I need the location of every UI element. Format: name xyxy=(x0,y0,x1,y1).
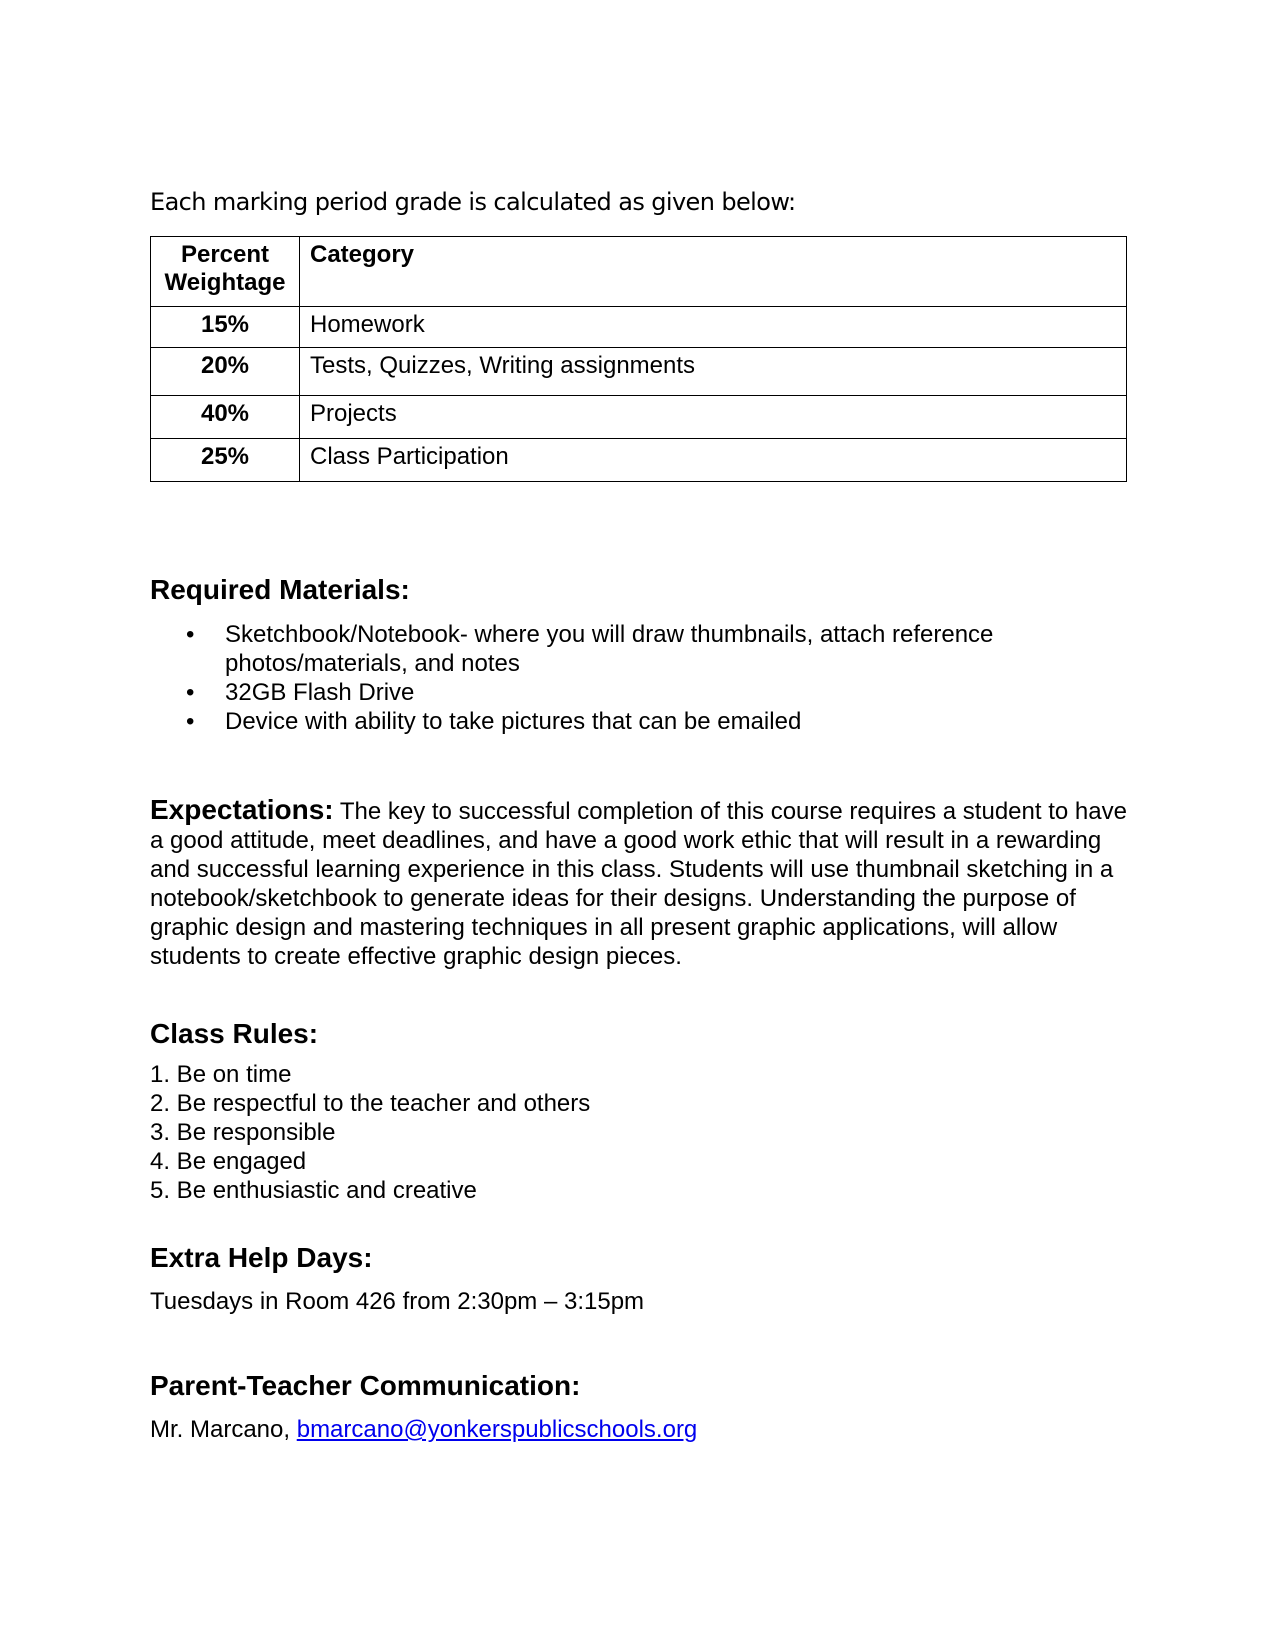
communication-line xyxy=(150,1416,697,1444)
header-category: Category xyxy=(300,237,1127,307)
required-materials-heading: Required Materials: xyxy=(150,574,410,605)
list-item: 5. Be enthusiastic and creative xyxy=(150,1177,477,1204)
bullet-icon: • xyxy=(186,621,195,648)
row-category: Tests, Quizzes, Writing assignments xyxy=(300,348,1127,396)
class-rules-heading: Class Rules: xyxy=(150,1018,319,1049)
list-item-text: Device with ability to take pictures that can be emailed xyxy=(225,708,802,735)
teacher-email-link[interactable]: bmarcano@yonkerspublicschools.org xyxy=(296,1416,698,1443)
header-percent-weightage: Percent Weightage xyxy=(151,237,300,307)
expectations-text: The key to successful completion of this course requires a student to have a good attitude, meet deadlines, and have a good work ethic that will result in a rewarding and successful learning experience in this class. Students will use thumbnail sketching in a notebook/sketchbook to generate ideas for their designs. Understanding the purpose of graphic design and mastering techniques in all present graphic applications, will allow students to create effective graphic design pieces. xyxy=(150,798,1127,970)
extra-help-text: Tuesdays in Room 426 from 2:30pm – 3:15pm xyxy=(150,1288,645,1315)
class-rules-list xyxy=(150,1060,590,1205)
materials-list xyxy=(150,620,1080,736)
grade-intro-text: Each marking period grade is calculated as given below: xyxy=(150,188,796,216)
row-category: Projects xyxy=(300,396,1127,439)
bullet-icon: • xyxy=(186,679,195,706)
grade-weight-table xyxy=(150,236,1127,482)
row-percent: 15% xyxy=(151,307,300,348)
communication-heading: Parent-Teacher Communication: xyxy=(150,1370,581,1401)
row-percent: 20% xyxy=(151,348,300,396)
table-header-row xyxy=(151,237,1127,307)
expectations-paragraph xyxy=(150,795,1130,971)
list-item: 2. Be respectful to the teacher and others xyxy=(150,1090,591,1117)
row-category: Homework xyxy=(300,307,1127,348)
list-item xyxy=(150,620,1080,678)
table-row xyxy=(151,439,1127,482)
extra-help-heading: Extra Help Days: xyxy=(150,1242,373,1273)
table-row xyxy=(151,348,1127,396)
list-item-text: 32GB Flash Drive xyxy=(225,679,415,706)
row-percent: 40% xyxy=(151,396,300,439)
list-item-text: Sketchbook/Notebook- where you will draw thumbnails, attach reference photos/materials, and notes xyxy=(225,621,994,677)
table-row xyxy=(151,396,1127,439)
list-item: 4. Be engaged xyxy=(150,1148,307,1175)
list-item: 3. Be responsible xyxy=(150,1119,336,1146)
teacher-name: Mr. Marcano, xyxy=(150,1416,297,1443)
table-row xyxy=(151,307,1127,348)
list-item: 1. Be on time xyxy=(150,1061,292,1088)
expectations-heading: Expectations: xyxy=(150,794,334,825)
row-percent: 25% xyxy=(151,439,300,482)
bullet-icon: • xyxy=(186,708,195,735)
row-category: Class Participation xyxy=(300,439,1127,482)
list-item xyxy=(150,678,1080,707)
list-item xyxy=(150,707,1080,736)
